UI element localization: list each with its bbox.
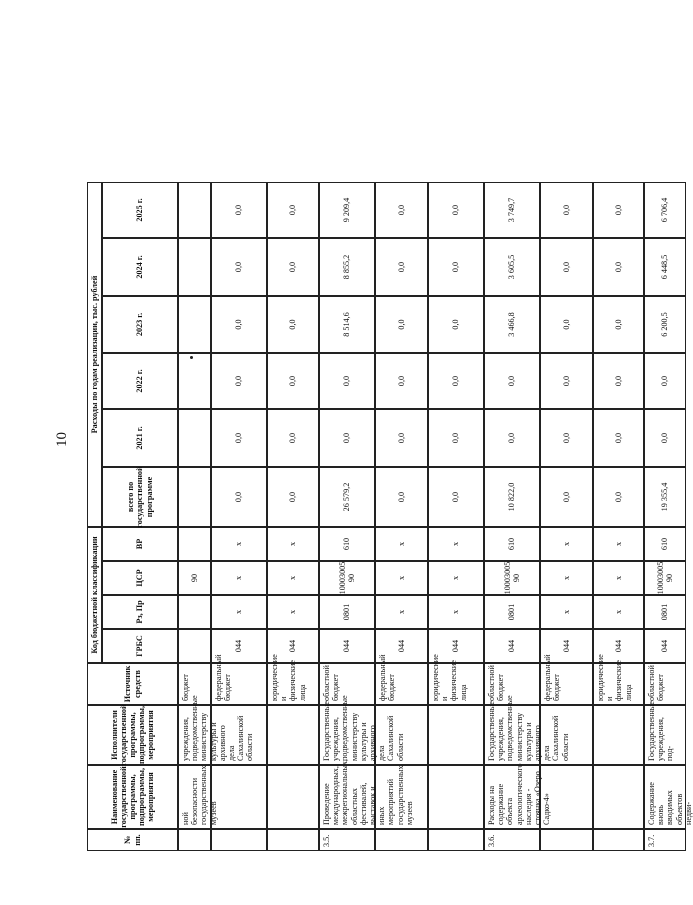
header-grbs: ГРБС <box>102 629 178 663</box>
cell-rzpr: х <box>428 595 484 629</box>
cell-executor <box>375 705 428 765</box>
cell-total: 19 355,4 <box>644 467 686 527</box>
cell-csr: 10003005 90 <box>319 561 375 595</box>
header-y2025: 2025 г. <box>102 182 178 238</box>
cell-grbs <box>178 629 211 663</box>
cell-source: бюджет <box>178 663 211 705</box>
cell-csr: х <box>428 561 484 595</box>
cell-csr: х <box>267 561 319 595</box>
cell-no <box>211 829 267 851</box>
header-csr: ЦСР <box>102 561 178 595</box>
cell-csr: х <box>593 561 644 595</box>
cell-y2023: 3 466,8 <box>484 296 540 353</box>
cell-y2024: 8 855,2 <box>319 238 375 296</box>
cell-total: 0,0 <box>428 467 484 527</box>
cell-y2025: 0,0 <box>211 182 267 238</box>
cell-y2023: 0,0 <box>428 296 484 353</box>
cell-grbs: 044 <box>211 629 267 663</box>
cell-executor: учреждения, подведомственные министерству культуры и архивного дела Сахалинской области <box>178 705 211 765</box>
cell-no <box>540 829 593 851</box>
cell-name <box>267 765 319 829</box>
cell-name: Проведение международных, межрегиональных, областных фестивалей, выставок и иных мероприятий государственных музеев <box>319 765 375 829</box>
cell-no <box>267 829 319 851</box>
cell-csr: 10003005 90 <box>644 561 686 595</box>
cell-csr: х <box>211 561 267 595</box>
cell-y2022: 0,0 <box>428 353 484 409</box>
cell-total: 0,0 <box>267 467 319 527</box>
cell-y2025 <box>178 182 211 238</box>
budget-table <box>87 42 693 851</box>
cell-rzpr: 0801 <box>319 595 375 629</box>
cell-y2025: 0,0 <box>593 182 644 238</box>
cell-grbs: 044 <box>484 629 540 663</box>
cell-vr: х <box>428 527 484 561</box>
header-y2024: 2024 г. <box>102 238 178 296</box>
cell-y2021: 0,0 <box>644 409 686 467</box>
cell-name <box>593 765 644 829</box>
header-rzpr: Рз, Пр <box>102 595 178 629</box>
cell-vr: х <box>375 527 428 561</box>
cell-name: Расходы на содержание объекта археологического наследия - стоянка «Озеро Садко-4» <box>484 765 540 829</box>
cell-vr <box>178 527 211 561</box>
cell-rzpr: 0801 <box>644 595 686 629</box>
cell-y2023: 0,0 <box>540 296 593 353</box>
cell-executor <box>267 705 319 765</box>
cell-y2022: 0,0 <box>593 353 644 409</box>
cell-no: 3.7. <box>644 829 686 851</box>
cell-y2021: 0,0 <box>593 409 644 467</box>
cell-y2024: 0,0 <box>428 238 484 296</box>
cell-no <box>593 829 644 851</box>
cell-name <box>540 765 593 829</box>
cell-vr: х <box>211 527 267 561</box>
cell-csr: х <box>540 561 593 595</box>
cell-name <box>375 765 428 829</box>
header-total: всего по государственной программе <box>102 467 178 527</box>
cell-y2022: 0,0 <box>375 353 428 409</box>
cell-executor: Государственные учреждения, под- <box>644 705 686 765</box>
cell-y2021: 0,0 <box>319 409 375 467</box>
cell-source: юридические и физические лица <box>593 663 644 705</box>
cell-vr: 610 <box>484 527 540 561</box>
cell-y2022: 0,0 <box>319 353 375 409</box>
cell-y2025: 3 749,7 <box>484 182 540 238</box>
cell-y2023: 8 514,6 <box>319 296 375 353</box>
cell-total: 0,0 <box>211 467 267 527</box>
cell-grbs: 044 <box>593 629 644 663</box>
cell-name <box>211 765 267 829</box>
cell-name: ной безопасности государственных музеев <box>178 765 211 829</box>
cell-grbs: 044 <box>540 629 593 663</box>
cell-vr: х <box>540 527 593 561</box>
cell-grbs: 044 <box>375 629 428 663</box>
cell-no <box>178 829 211 851</box>
cell-source: федеральный бюджет <box>540 663 593 705</box>
header-y2023: 2023 г. <box>102 296 178 353</box>
cell-y2024: 0,0 <box>211 238 267 296</box>
cell-y2021: 0,0 <box>267 409 319 467</box>
cell-total: 10 822,0 <box>484 467 540 527</box>
cell-y2024: 6 448,5 <box>644 238 686 296</box>
cell-y2022: 0,0 <box>484 353 540 409</box>
header-executor: Исполнители государственной программы, подпрограммы, мероприятия <box>87 705 178 765</box>
cell-y2021: 0,0 <box>375 409 428 467</box>
cell-name: Содержание вновь вводимых объектов недви- <box>644 765 686 829</box>
cell-no: 3.5. <box>319 829 375 851</box>
cell-grbs: 044 <box>428 629 484 663</box>
cell-grbs: 044 <box>267 629 319 663</box>
cell-y2023: 0,0 <box>211 296 267 353</box>
cell-vr: х <box>267 527 319 561</box>
cell-no <box>428 829 484 851</box>
cell-executor: Государственные учреждения, подведомственные министерству культуры и архивного дела Сахалинской области <box>484 705 540 765</box>
cell-name <box>428 765 484 829</box>
cell-executor <box>428 705 484 765</box>
cell-csr: 10003005 90 <box>484 561 540 595</box>
cell-y2024: 0,0 <box>593 238 644 296</box>
cell-executor <box>593 705 644 765</box>
cell-grbs: 044 <box>644 629 686 663</box>
cell-grbs: 044 <box>319 629 375 663</box>
cell-executor: Государственные учреждения, подведомственные министерству культуры и архивного дела Сахалинской области <box>319 705 375 765</box>
cell-y2022: 0,0 <box>267 353 319 409</box>
header-budget-group: Код бюджетной классификации <box>87 527 102 663</box>
header-no: № пп. <box>87 829 178 851</box>
cell-y2023: 0,0 <box>267 296 319 353</box>
cell-rzpr: х <box>593 595 644 629</box>
cell-total: 0,0 <box>375 467 428 527</box>
cell-source: федеральный бюджет <box>211 663 267 705</box>
cell-y2022: 0,0 <box>211 353 267 409</box>
cell-source: юридические и физические лица <box>428 663 484 705</box>
cell-total: 0,0 <box>593 467 644 527</box>
cell-y2024 <box>178 238 211 296</box>
cell-source: федеральный бюджет <box>375 663 428 705</box>
cell-source: юридические и физические лица <box>267 663 319 705</box>
cell-y2025: 9 209,4 <box>319 182 375 238</box>
cell-no: 3.6. <box>484 829 540 851</box>
cell-total: 26 579,2 <box>319 467 375 527</box>
cell-y2023: 6 200,5 <box>644 296 686 353</box>
cell-vr: 610 <box>319 527 375 561</box>
cell-source: областной бюджет <box>484 663 540 705</box>
cell-y2025: 0,0 <box>540 182 593 238</box>
cell-y2024: 0,0 <box>267 238 319 296</box>
cell-rzpr <box>178 595 211 629</box>
cell-y2025: 0,0 <box>375 182 428 238</box>
cell-y2025: 0,0 <box>428 182 484 238</box>
cell-y2021: 0,0 <box>428 409 484 467</box>
cell-y2024: 3 605,5 <box>484 238 540 296</box>
cell-executor <box>540 705 593 765</box>
cell-source: областной бюджет <box>644 663 686 705</box>
cell-y2025: 0,0 <box>267 182 319 238</box>
cell-executor <box>211 705 267 765</box>
cell-rzpr: х <box>540 595 593 629</box>
cell-rzpr: х <box>267 595 319 629</box>
cell-y2023: 0,0 <box>375 296 428 353</box>
header-source: Источник средств <box>87 663 178 705</box>
cell-y2021: 0,0 <box>211 409 267 467</box>
cell-y2022: 0,0 <box>644 353 686 409</box>
cell-rzpr: х <box>375 595 428 629</box>
cell-csr: 90 <box>178 561 211 595</box>
header-name: Наименование государственной программы, подпрограммы, мероприятия <box>87 765 178 829</box>
cell-y2025: 6 706,4 <box>644 182 686 238</box>
cell-y2024: 0,0 <box>540 238 593 296</box>
cell-y2022: 0,0 <box>540 353 593 409</box>
page-number: 10 <box>54 432 70 447</box>
cell-csr: х <box>375 561 428 595</box>
cell-rzpr: х <box>211 595 267 629</box>
header-y2021: 2021 г. <box>102 409 178 467</box>
cell-source: областной бюджет <box>319 663 375 705</box>
cell-total: 0,0 <box>540 467 593 527</box>
cell-y2021: 0,0 <box>540 409 593 467</box>
cell-y2024: 0,0 <box>375 238 428 296</box>
header-y2022: 2022 г. <box>102 353 178 409</box>
cell-y2021: 0,0 <box>484 409 540 467</box>
cell-y2022 <box>178 353 211 409</box>
cell-vr: х <box>593 527 644 561</box>
cell-total <box>178 467 211 527</box>
cell-y2023 <box>178 296 211 353</box>
cell-vr: 610 <box>644 527 686 561</box>
header-vr: ВР <box>102 527 178 561</box>
header-expense-group: Расходы по годам реализации, тыс. рублей <box>87 182 102 527</box>
cell-y2023: 0,0 <box>593 296 644 353</box>
cell-no <box>375 829 428 851</box>
cell-y2021 <box>178 409 211 467</box>
cell-rzpr: 0801 <box>484 595 540 629</box>
